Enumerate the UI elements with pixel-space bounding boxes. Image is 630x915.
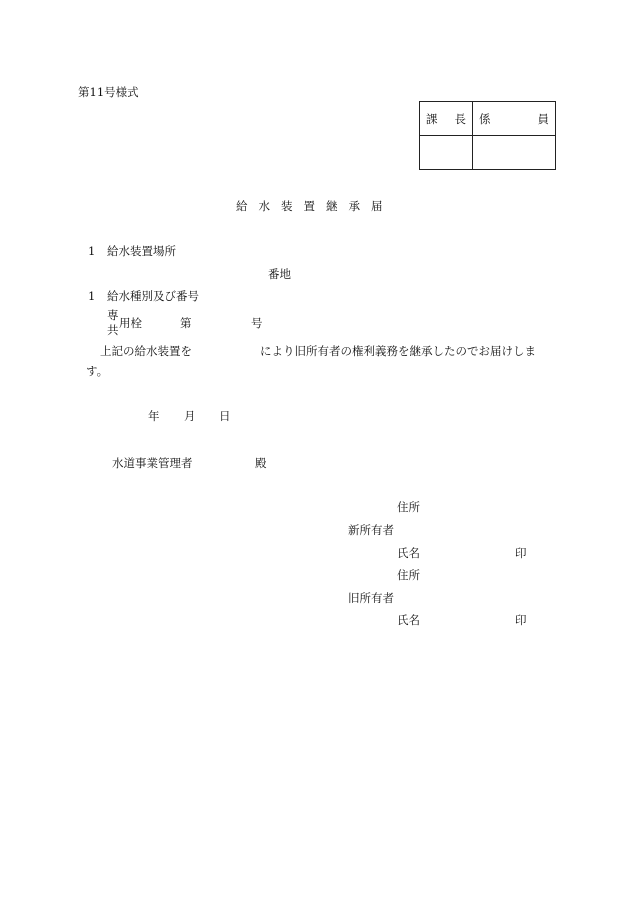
kind-suffix-faucet: 用栓: [119, 316, 142, 330]
old-owner-heading: 旧所有者: [348, 591, 394, 605]
approval-header-char: 係: [479, 111, 491, 126]
old-owner-seal-mark: 印: [515, 613, 527, 627]
approval-header-section-chief: [420, 102, 473, 136]
body-text-part3: す。: [86, 364, 109, 378]
document-title: 給水装置継承届: [236, 199, 394, 213]
approval-header-staff: [473, 102, 556, 136]
location-suffix-banchi: 番地: [268, 267, 291, 281]
old-owner-name-label: 氏名: [397, 613, 420, 627]
addressee-honorific: 殿: [255, 456, 267, 470]
new-owner-name-label: 氏名: [397, 546, 420, 560]
item-number: 1: [88, 289, 96, 303]
kind-option-private: 専: [107, 308, 119, 322]
number-suffix-go: 号: [251, 316, 263, 330]
body-text-part2: により旧所有者の権利義務を継承したのでお届けしま: [260, 344, 536, 358]
number-prefix-dai: 第: [180, 316, 192, 330]
item-label-location: 給水装置場所: [107, 244, 176, 258]
addressee-name: 水道事業管理者: [112, 456, 193, 470]
approval-seal-box-section-chief[interactable]: [420, 136, 473, 170]
approval-header-char: 長: [454, 111, 466, 126]
date-month-label: 月: [184, 409, 196, 423]
new-owner-seal-mark: 印: [515, 546, 527, 560]
item-number: 1: [88, 244, 96, 258]
item-label-type-and-number: 給水種別及び番号: [107, 289, 199, 303]
approval-seal-box-staff[interactable]: [473, 136, 556, 170]
approval-header-char: 課: [426, 111, 438, 126]
kind-option-shared: 共: [107, 323, 119, 337]
date-day-label: 日: [219, 409, 231, 423]
approval-header-char: 員: [537, 111, 549, 126]
form-number: 第11号様式: [78, 85, 139, 99]
old-owner-address-label: 住所: [397, 568, 420, 582]
new-owner-heading: 新所有者: [348, 523, 394, 537]
date-year-label: 年: [148, 409, 160, 423]
approval-stamp-table: [419, 101, 556, 170]
body-text-part1: 上記の給水装置を: [100, 344, 192, 358]
new-owner-address-label: 住所: [397, 500, 420, 514]
